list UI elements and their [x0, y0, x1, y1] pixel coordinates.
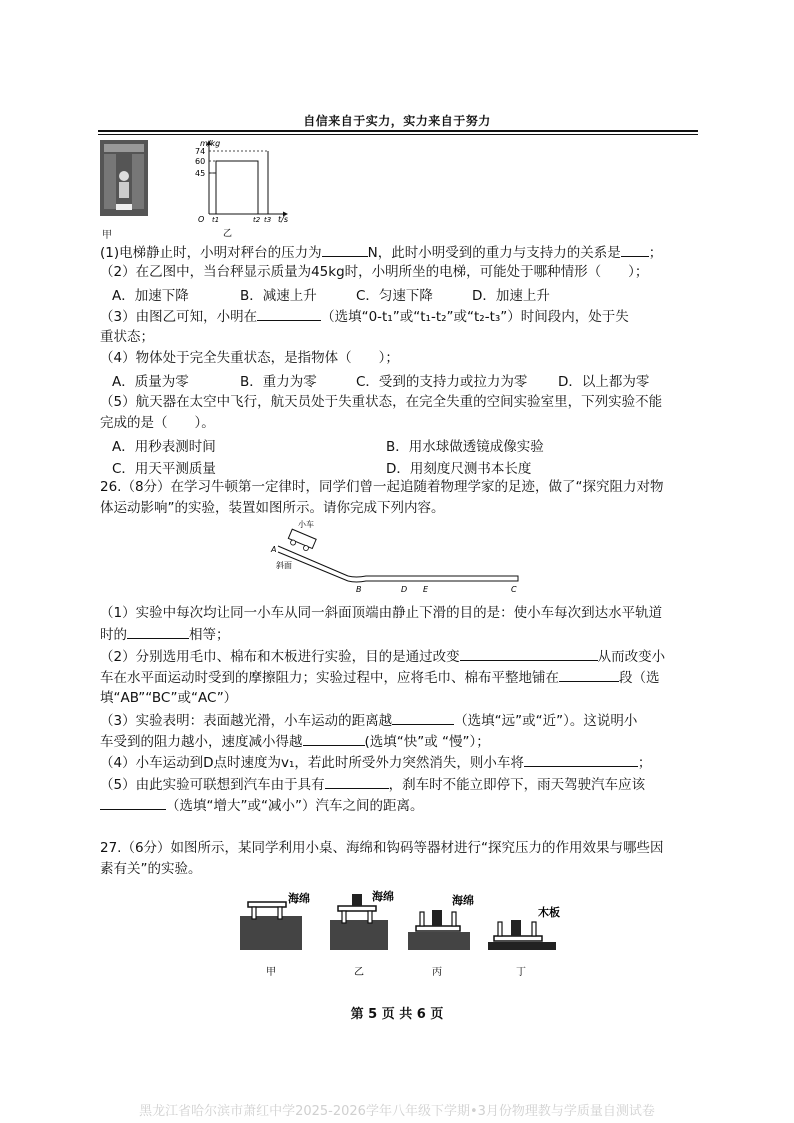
- q26-part1-cont: 时的 相等；: [100, 624, 700, 645]
- q25-part4-options: [112, 370, 649, 390]
- q26-part2: （2）分别选用毛巾、棉布和木板进行实验，目的是通过改变 从而改变小: [100, 646, 700, 667]
- elevator-photo: [100, 140, 148, 216]
- fig27-label-jia: 甲: [266, 967, 276, 978]
- q26-p5-blank-inertia[interactable]: [325, 774, 389, 789]
- q26-p2-blank-change[interactable]: [460, 646, 598, 661]
- graph-y-tick-74: 74: [195, 147, 206, 156]
- q26-part5-cont: （选填“增大”或“减小”）汽车之间的距离。: [100, 795, 700, 816]
- q26-p2-blank-section[interactable]: [559, 667, 619, 682]
- fig27-sponge-label-2: 海绵: [372, 890, 394, 903]
- graph-label-yi: 乙: [223, 229, 233, 238]
- q25-part1: (1)电梯静止时，小明对秤台的压力为 N，此时小明受到的重力与支持力的关系是 ；: [100, 242, 700, 263]
- q25-p4-opt-d[interactable]: D．以上都为零: [558, 374, 650, 390]
- page-header-slogan: 自信来自于实力，实力来自于努力: [303, 114, 491, 128]
- fig27-sponge-label-1: 海绵: [288, 892, 310, 905]
- q25-part4: （4）物体处于完全失重状态，是指物体（ ）；: [100, 350, 399, 366]
- setup-yi: [330, 889, 394, 978]
- q25-p5-opt-d[interactable]: D．用刻度尺测书本长度: [386, 461, 532, 477]
- q26-intro: 26.（8分）在学习牛顿第一定律时，同学们曾一起追随着物理学家的足迹，做了“探究阻力对物: [100, 479, 664, 495]
- q26-p4-blank[interactable]: [524, 752, 638, 767]
- fig26-point-a: A: [271, 545, 277, 554]
- q25-p3-blank[interactable]: [257, 306, 321, 321]
- q25-p2-opt-c[interactable]: C．匀速下降: [356, 288, 433, 304]
- graph-y-tick-45: 45: [195, 169, 206, 178]
- q25-p1-blank-force[interactable]: [322, 242, 368, 257]
- fig26-slope-label: 斜面: [276, 561, 292, 570]
- graph-y-label: m/kg: [200, 139, 221, 148]
- q25-part5: （5）航天器在太空中飞行，航天员处于失重状态，在完全失重的空间实验室里，下列实验不能: [100, 394, 663, 410]
- q25-p2-opt-d[interactable]: D．加速上升: [472, 288, 550, 304]
- q26-p5-blank-distance[interactable]: [100, 795, 166, 810]
- fig26-point-d: D: [401, 585, 408, 594]
- fig27-label-bing: 丙: [432, 967, 442, 978]
- q27-intro-cont: 素有关”的实验。: [100, 861, 202, 877]
- q25-part5-options-row1: [112, 435, 544, 455]
- header-rule-thin: [98, 134, 698, 135]
- fig27-label-yi: 乙: [354, 967, 364, 978]
- graph-x-tick-t1: t1: [212, 216, 220, 224]
- pressure-experiment-figure: [232, 884, 572, 979]
- q26-intro-cont: 体运动影响”的实验，装置如图所示。请你完成下列内容。: [100, 500, 445, 516]
- q26-part1: （1）实验中每次均让同一小车从同一斜面顶端由静止下滑的目的是：使小车每次到达水平轨道: [100, 605, 663, 621]
- mass-time-graph: [195, 139, 288, 238]
- fig26-point-b: B: [356, 585, 362, 594]
- graph-origin: O: [198, 215, 205, 224]
- q25-part5-options-row2: [112, 457, 531, 477]
- setup-jia: [240, 891, 310, 978]
- q26-part2-cont: 车在水平面运动时受到的摩擦阻力；实验过程中，应将毛巾、棉布平整地铺在 段（选: [100, 667, 700, 688]
- incline-track-figure: [268, 518, 528, 598]
- q26-part4: （4）小车运动到D点时速度为v₁，若此时所受外力突然消失，则小车将 ；: [100, 752, 700, 773]
- fig26-point-e: E: [423, 585, 429, 594]
- q26-p3-blank-distance[interactable]: [392, 710, 454, 725]
- q25-part2-options: [112, 284, 550, 304]
- setup-bing: [408, 893, 474, 978]
- elevator-figure: [98, 138, 308, 238]
- graph-y-tick-60: 60: [195, 157, 206, 166]
- q26-part2-cont2: 填“AB”“BC”或“AC”）: [100, 690, 238, 706]
- graph-x-tick-t2: t2: [253, 216, 261, 224]
- q26-p3-blank-speed[interactable]: [303, 731, 365, 746]
- q25-p5-opt-c[interactable]: C．用天平测质量: [112, 461, 216, 477]
- page-footer: 第 5 页 共 6 页: [350, 1007, 444, 1022]
- graph-x-label: t/s: [278, 215, 288, 224]
- setup-ding: [488, 905, 560, 978]
- q25-p4-opt-a[interactable]: A．质量为零: [112, 374, 189, 390]
- fig27-sponge-label-3: 海绵: [452, 894, 474, 907]
- q26-p1-blank[interactable]: [127, 624, 189, 639]
- q25-p2-opt-a[interactable]: A．加速下降: [112, 288, 189, 304]
- header-rule-thick: [98, 130, 698, 132]
- q25-p1-blank-relation[interactable]: [621, 242, 649, 257]
- fig27-label-ding: 丁: [516, 967, 526, 978]
- q26-part3: （3）实验表明：表面越光滑，小车运动的距离越 （选填“远”或“近”）。这说明小: [100, 710, 700, 731]
- fig26-point-c: C: [511, 585, 517, 594]
- q27-intro: 27.（6分）如图所示，某同学利用小桌、海绵和钩码等器材进行“探究压力的作用效果与哪些因: [100, 840, 664, 856]
- graph-x-tick-t3: t3: [264, 216, 272, 224]
- q25-part3-cont: 重状态；: [100, 329, 154, 345]
- fig27-board-label: 木板: [538, 906, 560, 919]
- q25-p4-opt-c[interactable]: C．受到的支持力或拉力为零: [356, 374, 528, 390]
- q25-p5-opt-a[interactable]: A．用秒表测时间: [112, 439, 216, 455]
- q26-part5: （5）由此实验可联想到汽车由于具有 ，刹车时不能立即停下，雨天驾驶汽车应该: [100, 774, 700, 795]
- fig26-car-label: 小车: [298, 520, 314, 529]
- photo-label-jia: 甲: [102, 230, 112, 241]
- q25-p4-opt-b[interactable]: B．重力为零: [240, 374, 317, 390]
- watermark: 黑龙江省哈尔滨市萧红中学2025-2026学年八年级下学期•3月份物理教与学质量自测试卷: [139, 1104, 655, 1119]
- fig26-car: [287, 529, 317, 553]
- q25-p2-opt-b[interactable]: B．减速上升: [240, 288, 317, 304]
- q26-part3-cont: 车受到的阻力越小，速度减小得越 (选填“快”或 “慢”）；: [100, 731, 700, 752]
- q25-part5-cont: 完成的是（ ）。: [100, 415, 215, 431]
- q25-part2: （2）在乙图中，当台秤显示质量为45kg时，小明所坐的电梯，可能处于哪种情形（ ）；: [100, 264, 649, 280]
- q25-p5-opt-b[interactable]: B．用水球做透镜成像实验: [386, 439, 544, 455]
- q25-part3: （3）由图乙可知，小明在 （选填“0-t₁”或“t₁-t₂”或“t₂-t₃”）时间段内，处于失: [100, 306, 700, 327]
